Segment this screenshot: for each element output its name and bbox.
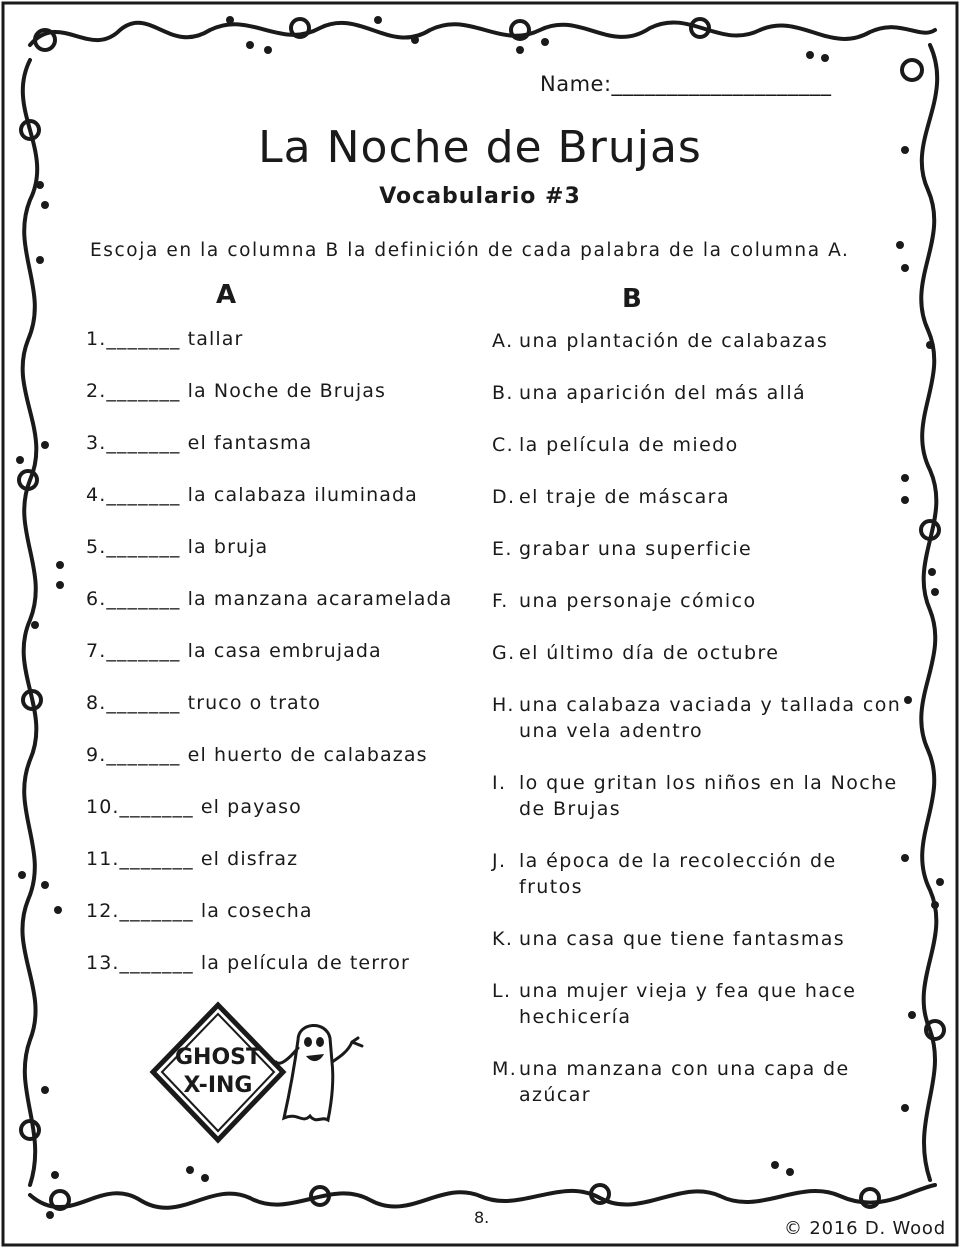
vocab-word: el huerto de calabazas	[187, 744, 428, 766]
vocab-word: el fantasma	[187, 432, 313, 454]
definition-item	[492, 432, 902, 458]
definition-letter: F.	[492, 590, 509, 612]
item-number: 13.	[86, 952, 120, 974]
vocab-word: la película de terror	[200, 952, 410, 974]
ghost-icon	[276, 1025, 362, 1120]
page-number: 8.	[474, 1208, 490, 1227]
definition-letter: M.	[492, 1058, 518, 1080]
answer-blank[interactable]: _______	[119, 900, 194, 922]
definition-letter: C.	[492, 434, 515, 456]
item-number: 7.	[86, 640, 107, 662]
list-item-a	[86, 536, 268, 558]
column-a-heading: A	[216, 280, 237, 310]
definition-item	[492, 380, 902, 406]
definition-item	[492, 848, 902, 900]
list-item-a	[86, 328, 243, 350]
definition-text: grabar una superficie	[519, 538, 753, 560]
definition-letter: L.	[492, 980, 512, 1002]
item-number: 1.	[86, 328, 107, 350]
instructions: Escoja en la columna B la definición de cada palabra de la columna A.	[90, 240, 850, 261]
definition-letter: G.	[492, 642, 516, 664]
list-item-a	[86, 692, 321, 714]
definition-item	[492, 770, 902, 822]
answer-blank[interactable]: _______	[106, 744, 181, 766]
definition-text: una mujer vieja y fea que hace hechicería	[519, 980, 857, 1028]
definition-item	[492, 692, 902, 744]
item-number: 2.	[86, 380, 107, 402]
list-item-a	[86, 848, 298, 870]
item-number: 9.	[86, 744, 107, 766]
definition-letter: K.	[492, 928, 514, 950]
definition-letter: H.	[492, 694, 515, 716]
page-title: La Noche de Brujas	[258, 122, 702, 173]
definition-letter: D.	[492, 486, 516, 508]
item-number: 10.	[86, 796, 120, 818]
definition-item	[492, 536, 902, 562]
definition-item	[492, 926, 902, 952]
definition-text: una aparición del más allá	[519, 382, 807, 404]
answer-blank[interactable]: _______	[119, 796, 194, 818]
definition-item	[492, 640, 902, 666]
vocab-word: la bruja	[187, 536, 269, 558]
definition-text: una manzana con una capa de azúcar	[519, 1058, 850, 1106]
definition-text: una casa que tiene fantasmas	[519, 928, 846, 950]
definition-letter: I.	[492, 772, 507, 794]
answer-blank[interactable]: _______	[106, 432, 181, 454]
list-item-a	[86, 744, 428, 766]
vocab-word: el payaso	[200, 796, 302, 818]
definition-item	[492, 484, 902, 510]
answer-blank[interactable]: _______	[106, 380, 181, 402]
answer-blank[interactable]: _______	[106, 692, 181, 714]
definition-text: una personaje cómico	[519, 590, 757, 612]
definition-item	[492, 978, 902, 1030]
item-number: 6.	[86, 588, 107, 610]
vocab-word: truco o trato	[187, 692, 322, 714]
list-item-a	[86, 952, 410, 974]
definition-text: la época de la recolección de frutos	[519, 850, 837, 898]
definition-letter: B.	[492, 382, 514, 404]
name-field[interactable]: Name:____________________	[540, 72, 832, 96]
definition-text: una calabaza vaciada y tallada con una vela adentro	[519, 694, 902, 742]
answer-blank[interactable]: _______	[106, 484, 181, 506]
definition-letter: A.	[492, 330, 514, 352]
definition-text: lo que gritan los niños en la Noche de Brujas	[519, 772, 898, 820]
item-number: 8.	[86, 692, 107, 714]
vocab-word: la casa embrujada	[187, 640, 382, 662]
vocab-word: tallar	[187, 328, 244, 350]
definition-item	[492, 328, 902, 354]
answer-blank[interactable]: _______	[119, 952, 194, 974]
ghost-crossing-sign-clipart	[148, 1000, 378, 1150]
vocab-word: la Noche de Brujas	[187, 380, 386, 402]
page-subtitle: Vocabulario #3	[379, 184, 581, 209]
list-item-a	[86, 484, 418, 506]
definition-text: el traje de máscara	[519, 486, 730, 508]
definition-item	[492, 588, 902, 614]
copyright-notice: © 2016 D. Wood	[784, 1218, 946, 1239]
item-number: 11.	[86, 848, 120, 870]
item-number: 4.	[86, 484, 107, 506]
list-item-a	[86, 380, 386, 402]
vocab-word: el disfraz	[200, 848, 299, 870]
answer-blank[interactable]: _______	[106, 536, 181, 558]
definition-text: la película de miedo	[519, 434, 739, 456]
answer-blank[interactable]: _______	[119, 848, 194, 870]
definition-letter: J.	[492, 850, 507, 872]
definition-letter: E.	[492, 538, 513, 560]
definition-item	[492, 1056, 902, 1108]
list-item-a	[86, 640, 382, 662]
vocab-word: la cosecha	[200, 900, 313, 922]
answer-blank[interactable]: _______	[106, 328, 181, 350]
list-item-a	[86, 900, 313, 922]
definition-text: una plantación de calabazas	[519, 330, 829, 352]
column-b-heading: B	[622, 284, 642, 314]
item-number: 3.	[86, 432, 107, 454]
vocab-word: la calabaza iluminada	[187, 484, 418, 506]
answer-blank[interactable]: _______	[106, 588, 181, 610]
answer-blank[interactable]: _______	[106, 640, 181, 662]
sign-text-line2: X-ING	[183, 1073, 253, 1098]
list-item-a	[86, 796, 302, 818]
sign-text-line1: GHOST	[174, 1045, 262, 1070]
list-item-a	[86, 588, 452, 610]
item-number: 12.	[86, 900, 120, 922]
definition-text: el último día de octubre	[519, 642, 780, 664]
item-number: 5.	[86, 536, 107, 558]
list-item-a	[86, 432, 312, 454]
vocab-word: la manzana acaramelada	[187, 588, 453, 610]
